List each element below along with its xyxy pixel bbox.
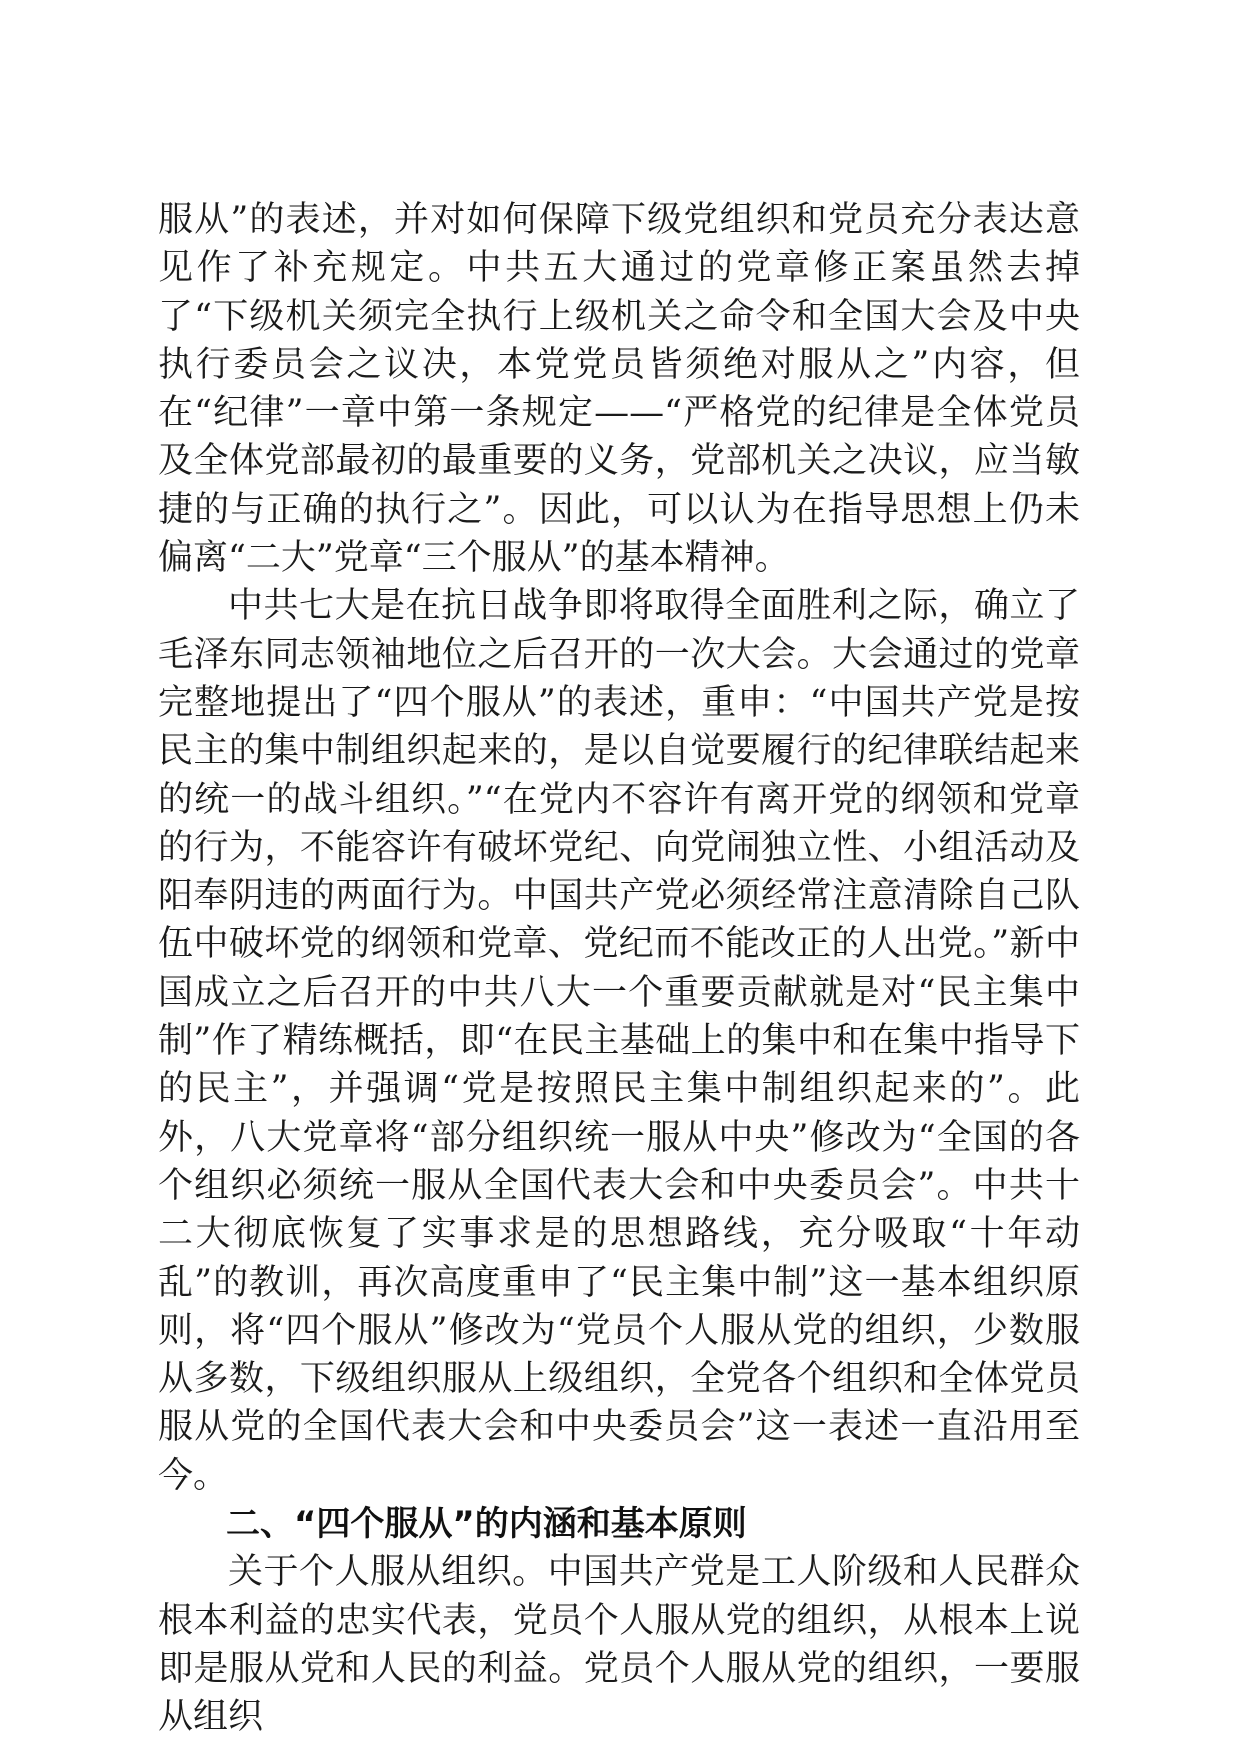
- paragraph-seventh-congress: 中共七大是在抗日战争即将取得全面胜利之际，确立了毛泽东同志领袖地位之后召开的一次大会。大会通过的党章完整地提出了“四个服从”的表述，重申：“中国共产党是按民主的集中制组织起来的，是以自觉要履行的纪律联结起来的统一的战斗组织。”“在党内不容许有离开党的纲领和党章的行为，不能容许有破坏党纪、向党闹独立性、小组活动及阳奉阴违的两面行为。中国共产党必须经常注意清除自己队伍中破坏党的纲领和党章、党纪而不能改正的人出党。”新中国成立之后召开的中共八大一个重要贡献就是对“民主集中制”作了精练概括，即“在民主基础上的集中和在集中指导下的民主”，并强调“党是按照民主集中制组织起来的”。此外，八大党章将“部分组织统一服从中央”修改为“全国的各个组织必须统一服从全国代表大会和中央委员会”。中共十二大彻底恢复了实事求是的思想路线，充分吸取“十年动乱”的教训，再次高度重申了“民主集中制”这一基本组织原则，将“四个服从”修改为“党员个人服从党的组织，少数服从多数，下级组织服从上级组织，全党各个组织和全体党员服从党的全国代表大会和中央委员会”这一表述一直沿用至今。: [158, 586, 1080, 1496]
- section-heading: 二、“四个服从”的内涵和基本原则: [226, 1504, 747, 1545]
- paragraph-continuation: 服从”的表述，并对如何保障下级党组织和党员充分表达意见作了补充规定。中共五大通过的党章修正案虽然去掉了“下级机关须完全执行上级机关之命令和全国大会及中央执行委员会之议决，本党党员皆须绝对服从之”内容，但在“纪律”一章中第一条规定——“严格党的纪律是全体党员及全体党部最初的最重要的义务，党部机关之决议，应当敏捷的与正确的执行之”。因此，可以认为在指导思想上仍未偏离“二大”党章“三个服从”的基本精神。: [158, 200, 1080, 579]
- document-body: [158, 196, 1080, 1742]
- paragraph-individual-obeys-organization: 关于个人服从组织。中国共产党是工人阶级和人民群众根本利益的忠实代表，党员个人服从党的组织，从根本上说即是服从党和人民的利益。党员个人服从党的组织，一要服从组织: [158, 1552, 1080, 1738]
